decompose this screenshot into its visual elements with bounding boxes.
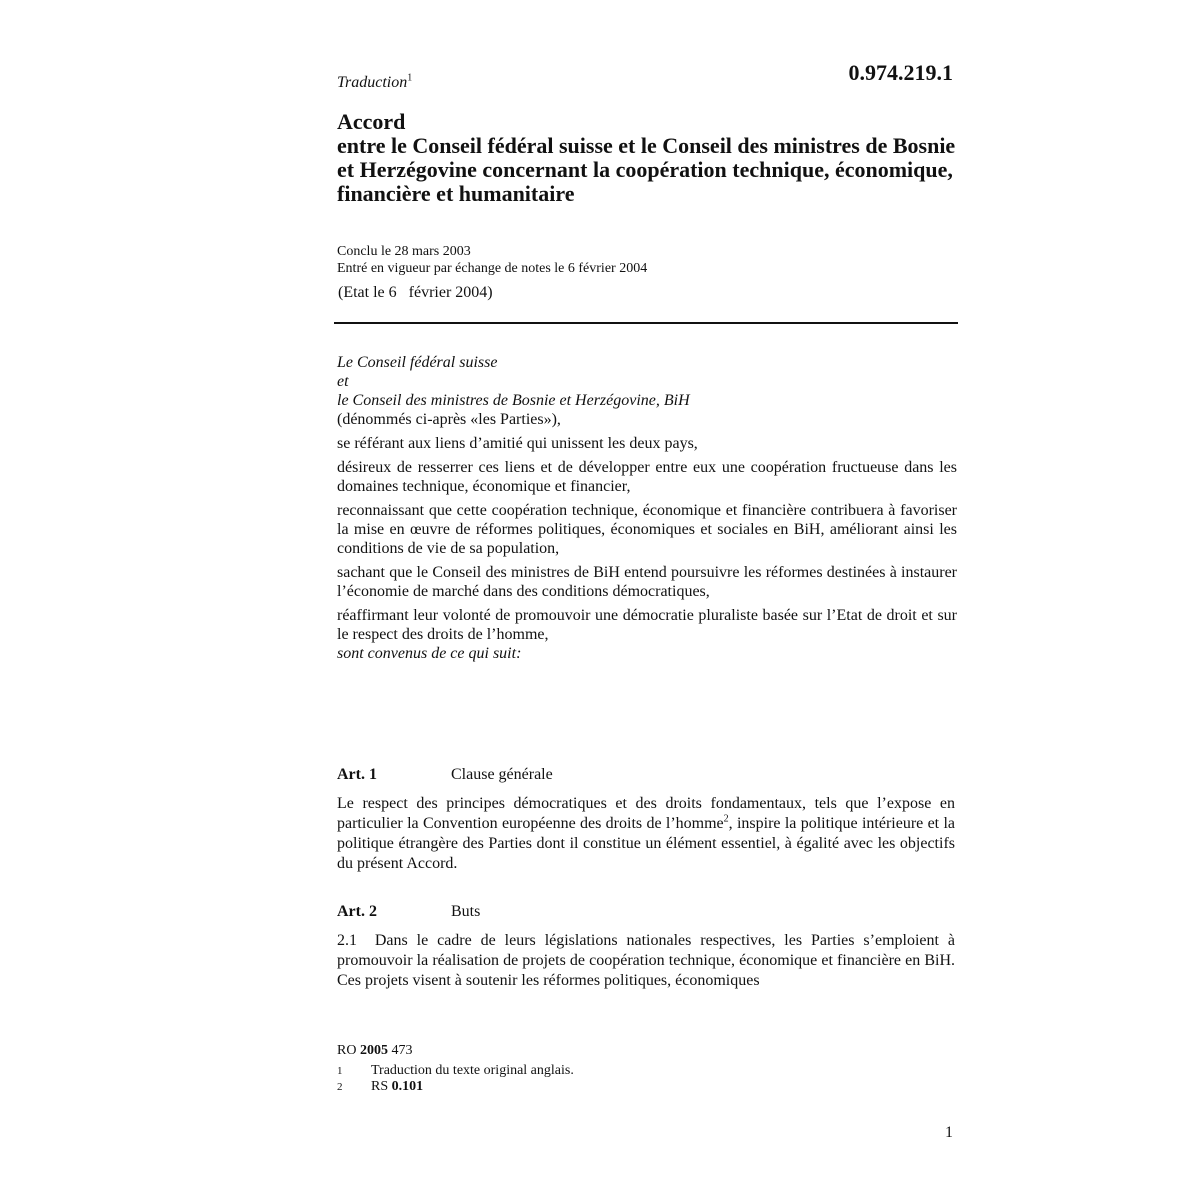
article-1-text-a: Le respect des principes démocratiques et des droits fondamentaux, tels que l’expose en particulier la Convention européenne des droits de l’homme (337, 795, 955, 832)
footnote-2-number: 2 (337, 1081, 343, 1093)
sr-number: 0.974.219.1 (848, 60, 953, 85)
article-2-heading (337, 903, 480, 921)
footnote-2 (337, 1079, 423, 1095)
footnote-ref-2[interactable]: 2 (723, 813, 729, 825)
preamble-paragraph-1: se référant aux liens d’amitié qui unissent les deux pays, (337, 435, 698, 452)
party-2: le Conseil des ministres de Bosnie et Herzégovine, BiH (337, 392, 690, 409)
document-meta (337, 243, 647, 277)
party-and: et (337, 373, 349, 390)
article-1-heading (337, 766, 553, 784)
article-2-number: Art. 2 (337, 903, 377, 920)
preamble-closing: sont convenus de ce qui suit: (337, 645, 522, 662)
footnote-ref-1[interactable]: 1 (407, 72, 413, 84)
status-date: (Etat le 6 février 2004) (338, 284, 493, 301)
footnote-2-prefix: RS (371, 1079, 389, 1094)
parties-denomination: (dénommés ci-après «les Parties»), (337, 411, 561, 428)
preamble-paragraph-3: reconnaissant que cette coopération technique, économique et financière contribuera à favoriser la mise en œuvre de réformes politiques, économiques et sociales en BiH, améliorant ainsi les conditions de vie de sa population, (337, 502, 957, 557)
footnote-1-number: 1 (337, 1065, 343, 1077)
preamble-paragraph-5: réaffirmant leur volonté de promouvoir une démocratie pluraliste basée sur l’Etat de droit et sur le respect des droits de l’homme, (337, 607, 957, 643)
article-1-title: Clause générale (451, 766, 553, 783)
article-1-text (337, 794, 955, 874)
footnote-1 (337, 1063, 574, 1079)
header-divider (334, 322, 958, 324)
preamble-paragraph-4: sachant que le Conseil des ministres de BiH entend poursuivre les réformes destinées à instaurer l’économie de marché dans des conditions démocratiques, (337, 564, 957, 600)
article-1-text-b: , inspire la politique intérieure et la politique étrangère des Parties dont il constitue un élément essentiel, à égalité avec les objectifs du présent Accord. (337, 815, 956, 872)
ro-reference (337, 1043, 412, 1059)
preamble-paragraph-2: désireux de resserrer ces liens et de développer entre eux une coopération fructueuse dans les domaines technique, économique et financier, (337, 459, 957, 495)
article-2-title: Buts (451, 903, 481, 920)
concluded-date: Conclu le 28 mars 2003 (337, 244, 471, 259)
translation-text: Traduction (337, 74, 408, 91)
article-1-number: Art. 1 (337, 766, 377, 783)
title-line-1: Accord (337, 109, 406, 134)
entry-into-force: Entré en vigueur par échange de notes le 6 février 2004 (337, 261, 648, 276)
footnote-2-sr[interactable]: 0.101 (391, 1079, 424, 1094)
ro-year: 2005 (359, 1043, 388, 1058)
translation-label (337, 74, 412, 92)
page-number: 1 (945, 1124, 953, 1141)
party-1: Le Conseil fédéral suisse (337, 354, 498, 371)
ro-prefix: RO (337, 1043, 357, 1058)
ro-page: 473 (391, 1043, 413, 1058)
preamble (337, 353, 957, 663)
title-line-2: entre le Conseil fédéral suisse et le Conseil des ministres de Bosnie et Herzégovine concernant la coopération technique, économique, financière et humanitaire (337, 133, 956, 206)
document-title (337, 110, 962, 206)
article-2-text: 2.1 Dans le cadre de leurs législations nationales respectives, les Parties s’emploient à promouvoir la réalisation de projets de coopération technique, économique et financière en BiH. Ces projets visent à soutenir les réformes politiques, économiques (337, 932, 959, 989)
footnote-1-text: Traduction du texte original anglais. (371, 1063, 574, 1078)
